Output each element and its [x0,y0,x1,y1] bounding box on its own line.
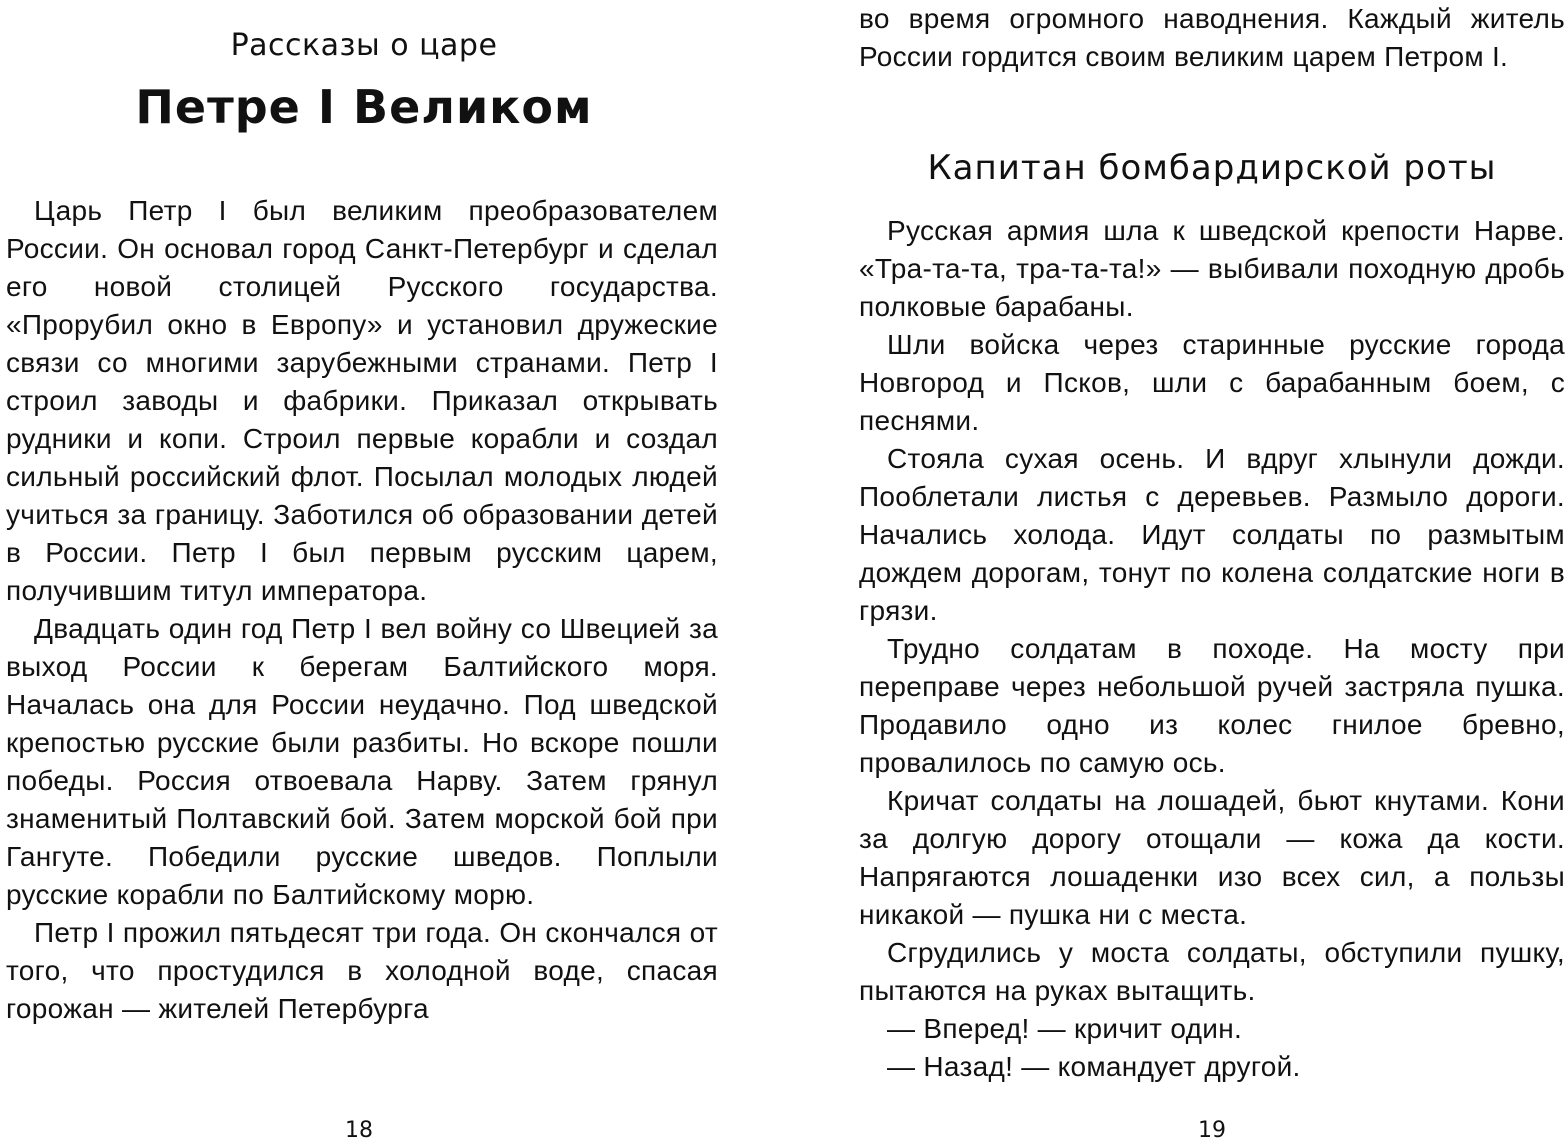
book-title: Петре I Великом [135,80,593,134]
right-page-text [859,212,1565,1086]
paragraph: Петр I прожил пятьдесят три года. Он скончался от того, что простудился в холодной воде, спасая горожан — жителей Петербурга [6,917,718,1024]
page-number: 18 [345,1118,373,1143]
paragraph: Стояла сухая осень. И вдруг хлынули дожди. Пооблетали листья с деревьев. Размыло дороги. Начались холода. Идут солдаты по размытым дождем дорогам, тонут по колена солдатские ноги в грязи. [859,443,1565,626]
paragraph: Двадцать один год Петр I вел войну со Швецией за выход России к берегам Балтийского моря. Началась она для России неудачно. Под шведской крепостью русские были разбиты. Но вскоре пошли победы. Россия отвоевала Нарву. Затем грянул знаменитый Полтавский бой. Затем морской бой при Гангуте. Победили русские шведов. Поплыли русские корабли по Балтийскому морю. [6,613,718,910]
chapter-title: Капитан бомбардирской роты [927,148,1497,188]
page-number: 19 [1198,1118,1226,1143]
paragraph: Русская армия шла к шведской крепости Нарве. «Тра-та-та, тра-та-та!» — выбивали походную дробь полковые барабаны. [859,215,1565,322]
paragraph: Сгрудились у моста солдаты, обступили пушку, пытаются на руках вытащить. [859,937,1565,1006]
paragraph: во время огромного наводнения. Каждый житель России гордится своим великим царем Петром I. [859,3,1565,72]
paragraph: — Вперед! — кричит один. [887,1013,1243,1044]
left-page-text [6,192,718,1028]
paragraph: Царь Петр I был великим преобразователем России. Он основал город Санкт-Петербург и сделал его новой столицей Русского государства. «Прорубил окно в Европу» и установил дружеские связи со многими зарубежными странами. Петр I строил заводы и фабрики. Приказал открывать рудники и копи. Строил первые корабли и создал сильный российский флот. Посылал молодых людей учиться за границу. Заботился об образовании детей в России. Петр I был первым русским царем, получившим титул императора. [6,195,718,606]
paragraph: Трудно солдатам в походе. На мосту при переправе через небольшой ручей застряла пушка. Продавило одно из колес гнилое бревно, провалилось по самую ось. [859,633,1565,778]
right-page [784,0,1568,1144]
paragraph: Шли войска через старинные русские города Новгород и Псков, шли с барабанным боем, с песнями. [859,329,1565,436]
paragraph: — Назад! — командует другой. [887,1051,1301,1082]
paragraph: Кричат солдаты на лошадей, бьют кнутами. Кони за долгую дорогу отощали — кожа да кости. Напрягаются лошаденки изо всех сил, а пользы никакой — пушка ни с места. [859,785,1565,930]
continued-text [859,0,1565,76]
book-subtitle: Рассказы о царе [230,28,498,63]
